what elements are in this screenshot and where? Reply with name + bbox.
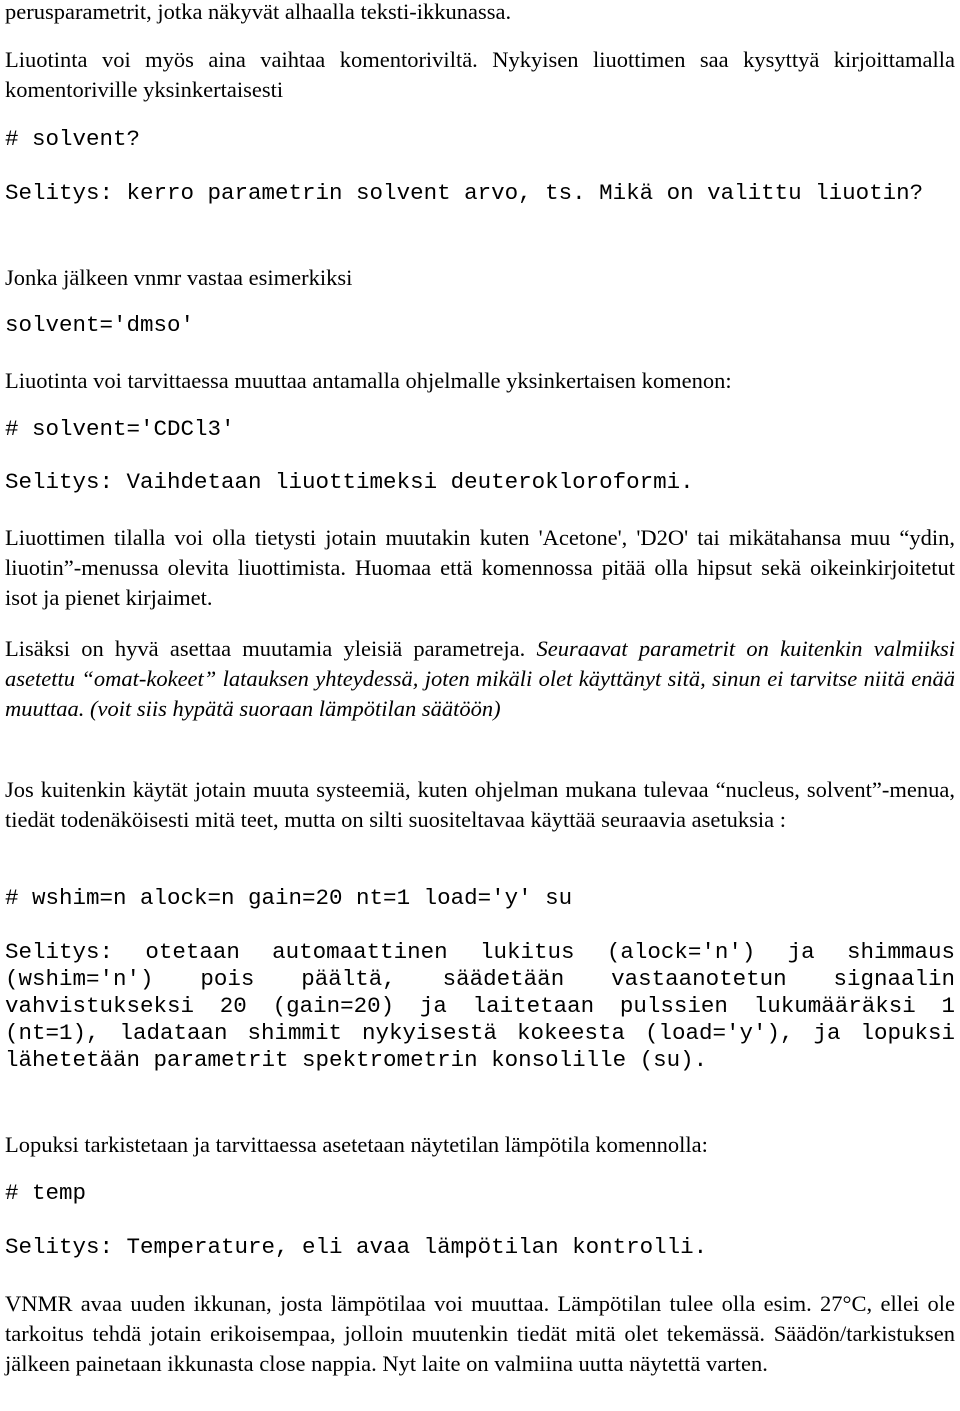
- paragraph-temperature: Lopuksi tarkistetaan ja tarvittaessa asetetaan näytetilan lämpötila komennolla:: [5, 1132, 708, 1157]
- paragraph-other-systems: Jos kuitenkin käytät jotain muuta systeemiä, kuten ohjelman mukana tulevaa “nucleus, solvent”-menua, tiedät todenäköisesti mitä teet, mutta on silti suositeltavaa käyttää seuraavia asetuksia :: [5, 777, 955, 832]
- command-set-solvent: # solvent='CDCl3': [5, 416, 235, 442]
- explanation-solvent-query: Selitys: kerro parametrin solvent arvo, ts. Mikä on valittu liuotin?: [5, 180, 924, 206]
- common-parameters-text: Lisäksi on hyvä asettaa muutamia yleisiä parametreja.: [5, 636, 526, 661]
- paragraph-change-command: Liuotinta voi tarvittaessa muuttaa antamalla ohjelmalle yksinkertaisen komenon:: [5, 368, 732, 393]
- explanation-shim-settings: Selitys: otetaan automaattinen lukitus (alock='n') ja shimmaus (wshim='n') pois päältä, säädetään vastaanotetun signaalin vahvistukseksi 20 (gain=20) ja laitetaan pulssien lukumääräksi 1 (nt=1), ladataan shimmit nykyisestä kokeesta (load='y'), ja lopuksi lähetetään parametrit spektrometrin konsolille (su).: [5, 939, 955, 1073]
- common-parameters-note: Seuraavat parametrit on kuitenkin valmiiksi asetettu “omat-kokeet” latauksen yhteydessä, joten mikäli olet käyttänyt sitä, sinun ei tarvitse niitä enää muuttaa. (voit siis hypätä suoraan lämpötilan säätöön): [5, 636, 955, 721]
- explanation-temp: Selitys: Temperature, eli avaa lämpötilan kontrolli.: [5, 1234, 708, 1260]
- paragraph-temperature-window: VNMR avaa uuden ikkunan, josta lämpötilaa voi muuttaa. Lämpötilan tulee olla esim. 27°C, ellei ole tarkoitus tehdä jotain erikoisempaa, jolloin muutenkin tiedät mitä olet tekemässä. Säädön/tarkistuksen jälkeen painetaan ikkunasta close nappia. Nyt laite on valmiina uutta näytettä varten.: [5, 1291, 955, 1376]
- explanation-set-solvent: Selitys: Vaihdetaan liuottimeksi deuterokloroformi.: [5, 469, 694, 495]
- paragraph-common-parameters: [5, 634, 955, 724]
- output-solvent-value: solvent='dmso': [5, 312, 195, 338]
- command-temp: # temp: [5, 1180, 87, 1206]
- command-solvent-query: # solvent?: [5, 126, 141, 152]
- paragraph-solvent-options: Liuottimen tilalla voi olla tietysti jotain muutakin kuten 'Acetone', 'D2O' tai mikätahansa muu “ydin, liuotin”-menussa olevita liuottimista. Huomaa että komennossa pitää olla hipsut sekä oikeinkirjoitetut isot ja pienet kirjaimet.: [5, 525, 955, 610]
- paragraph-change-solvent: Liuotinta voi myös aina vaihtaa komentoriviltä. Nykyisen liuottimen saa kysyttyä kirjoittamalla komentoriville yksinkertaisesti: [5, 47, 955, 102]
- paragraph-solvent-intro: perusparametrit, jotka näkyvät alhaalla teksti-ikkunassa.: [5, 0, 512, 24]
- command-shim-settings: # wshim=n alock=n gain=20 nt=1 load='y' su: [5, 885, 573, 911]
- paragraph-vnmr-reply: Jonka jälkeen vnmr vastaa esimerkiksi: [5, 265, 353, 290]
